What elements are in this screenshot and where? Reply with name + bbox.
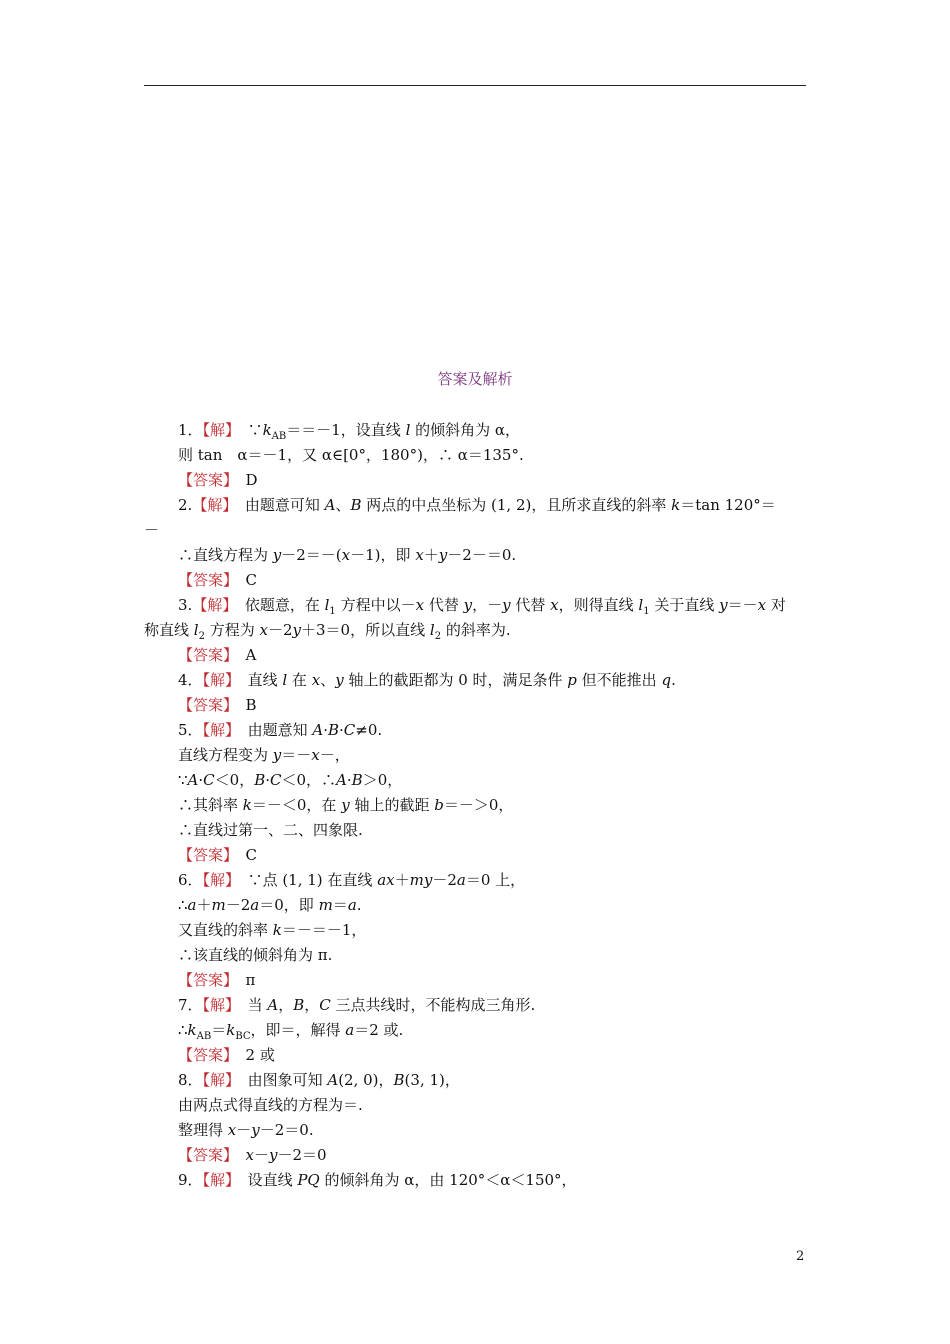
text-run: －	[236, 1121, 252, 1139]
text-run: 直线方程变为	[178, 746, 273, 764]
math-subscript: 1	[329, 606, 336, 617]
text-run: 两点的中点坐标为 (1, 2)，且所求直线的斜率	[361, 496, 672, 514]
math-variable: k	[242, 796, 252, 814]
math-variable: y	[341, 796, 350, 814]
math-variable: B	[393, 1071, 405, 1089]
solution-line	[178, 421, 520, 446]
text-run: ·	[323, 721, 328, 739]
math-variable: a	[456, 871, 466, 889]
text-run: 的斜率为.	[441, 621, 511, 639]
math-variable: m	[318, 896, 333, 914]
math-variable: x	[227, 1121, 237, 1139]
solution-line	[178, 1046, 275, 1064]
label-tag: 【答案】	[178, 1146, 231, 1164]
text-run: 依题意，在	[229, 596, 325, 614]
text-run: ·	[339, 721, 344, 739]
math-variable: a	[345, 1021, 355, 1039]
solution-line	[178, 946, 332, 964]
math-variable: y	[272, 546, 282, 564]
text-run: 由图象可知	[232, 1071, 328, 1089]
text-run: D	[230, 471, 258, 489]
text-run: ∵	[178, 771, 188, 789]
label-tag: 【解】	[202, 996, 233, 1014]
math-variable: A	[187, 771, 199, 789]
text-run: 对	[766, 596, 786, 614]
label-tag: 【答案】	[178, 846, 231, 864]
solution-line	[178, 721, 382, 739]
math-variable: y	[292, 621, 302, 639]
text-run: ＝－＝－1，	[281, 921, 367, 939]
solution-line	[178, 446, 524, 464]
text-run: 8．	[178, 1071, 203, 1089]
text-run: 由题意知	[232, 721, 313, 739]
math-variable: x	[415, 546, 424, 564]
math-variable: b	[434, 796, 444, 814]
math-variable: l	[193, 621, 199, 639]
solution-line	[178, 971, 255, 989]
math-variable: l	[282, 671, 288, 689]
math-variable: y	[438, 546, 448, 564]
text-run: A	[230, 646, 257, 664]
text-run: －2	[432, 871, 457, 889]
text-run: ≠0.	[355, 721, 383, 739]
label-tag: 【解】	[202, 1071, 233, 1089]
text-run: 、	[320, 671, 336, 689]
text-run: 又直线的斜率	[178, 921, 273, 939]
text-run: 方程为	[204, 621, 260, 639]
math-variable: k	[226, 1021, 236, 1039]
solution-line	[178, 671, 676, 689]
text-run: .	[356, 896, 362, 914]
text-run	[231, 1146, 246, 1164]
math-variable: x	[550, 596, 559, 614]
math-variable: A	[267, 996, 279, 1014]
text-run: 设直线	[232, 1171, 298, 1189]
text-run: 则 tan α＝－1，又 α∈[0°，180°)，∴ α＝135°.	[178, 446, 524, 464]
text-run: ∴	[178, 896, 188, 914]
text-run: ＋	[196, 896, 212, 914]
text-run: ＞0，	[362, 771, 403, 789]
math-variable: l	[405, 421, 411, 439]
text-run: 、	[335, 496, 351, 514]
text-run: 整理得	[178, 1121, 228, 1139]
text-run: ＝tan 120°＝	[680, 496, 776, 514]
text-run: 3.	[178, 596, 193, 614]
page-title: 答案及解析	[437, 370, 513, 388]
solution-line	[178, 496, 776, 514]
text-run: ＝	[332, 896, 348, 914]
text-run: (2, 0)，	[338, 1071, 394, 1089]
math-variable: a	[347, 896, 357, 914]
text-run: ，即＝，解得	[250, 1021, 346, 1039]
solution-line	[178, 771, 402, 789]
math-variable: A	[336, 771, 347, 789]
solution-line	[178, 821, 363, 839]
math-variable: B	[350, 496, 362, 514]
text-run: －2＝－(	[281, 546, 342, 564]
text-run: ，	[304, 996, 320, 1014]
text-run: 称直线	[144, 621, 194, 639]
text-run: 6．	[178, 871, 203, 889]
text-run: ·	[198, 771, 204, 789]
label-tag: 【解】	[202, 871, 233, 889]
math-variable: y	[272, 746, 282, 764]
solution-line	[178, 796, 513, 814]
text-run: ＝－＜0，在	[251, 796, 342, 814]
text-run: 2.	[178, 496, 193, 514]
math-variable: y	[269, 1146, 278, 1164]
solution-line	[178, 1171, 577, 1189]
label-tag: 【答案】	[178, 1046, 231, 1064]
label-tag: 【答案】	[178, 971, 231, 989]
math-subscript: BC	[235, 1031, 251, 1042]
text-run: 三点共线时，不能构成三角形.	[330, 996, 536, 1014]
math-variable: B	[254, 771, 266, 789]
math-variable: m	[211, 896, 226, 914]
text-run: －2＝0.	[259, 1121, 314, 1139]
label-tag: 【解】	[202, 721, 233, 739]
math-variable: A	[327, 1071, 339, 1089]
text-run: ∵点 (1, 1) 在直线	[232, 871, 378, 889]
solution-line	[178, 1121, 314, 1139]
math-variable: a	[250, 896, 260, 914]
text-run: －2＝0	[277, 1146, 327, 1164]
text-run: .	[671, 671, 676, 689]
text-run: ·	[265, 771, 271, 789]
text-run: 直线	[232, 671, 283, 689]
solution-line	[178, 996, 535, 1014]
math-variable: B	[327, 721, 339, 739]
math-variable: x	[259, 621, 268, 639]
math-variable: A	[312, 721, 324, 739]
text-run: ∴该直线的倾斜角为 π.	[178, 946, 333, 964]
text-run: ＝－＞0，	[443, 796, 514, 814]
text-run: 关于直线	[649, 596, 720, 614]
math-variable: k	[262, 421, 272, 439]
solution-line	[144, 521, 159, 539]
text-run: 方程中以－	[335, 596, 416, 614]
label-tag: 【解】	[202, 1171, 233, 1189]
text-run: ∴直线过第一、二、四象限.	[178, 821, 363, 839]
math-variable: x	[311, 671, 321, 689]
math-subscript: 2	[434, 631, 442, 642]
text-run: 4．	[178, 671, 203, 689]
solution-line	[178, 1021, 403, 1046]
math-variable: p	[567, 671, 577, 689]
text-run: 由两点式得直线的方程为＝.	[178, 1096, 363, 1114]
text-run: ＝	[211, 1021, 227, 1039]
math-subscript: 2	[198, 631, 205, 642]
text-run: ，	[278, 996, 294, 1014]
text-run: 但不能推出	[576, 671, 662, 689]
solution-line	[178, 871, 525, 889]
math-variable: y	[502, 596, 511, 614]
text-run: ＋3＝0，所以直线	[301, 621, 430, 639]
text-run: B	[230, 696, 257, 714]
text-run: ＜0，∴	[281, 771, 337, 789]
text-run: 轴上的截距	[349, 796, 435, 814]
math-variable: y	[251, 1121, 260, 1139]
math-variable: k	[272, 921, 282, 939]
text-run: (3, 1)，	[404, 1071, 460, 1089]
label-tag: 【解】	[202, 671, 233, 689]
header-rule	[144, 85, 806, 86]
math-variable: y	[719, 596, 728, 614]
math-variable: k	[187, 1021, 197, 1039]
math-variable: PQ	[297, 1171, 320, 1189]
text-run: ＋	[394, 871, 410, 889]
text-run: 由题意可知	[229, 496, 325, 514]
solution-line	[178, 471, 258, 489]
label-tag: 【答案】	[178, 646, 231, 664]
text-run: 当	[232, 996, 268, 1014]
label-tag: 【解】	[192, 596, 230, 614]
solution-line	[178, 696, 257, 714]
text-run: ＝0 上，	[465, 871, 526, 889]
math-variable: C	[319, 996, 331, 1014]
math-variable: y	[335, 671, 344, 689]
math-variable: A	[324, 496, 336, 514]
text-run: 代替	[424, 596, 464, 614]
math-variable: my	[409, 871, 433, 889]
text-run: －1)，即	[350, 546, 416, 564]
text-run: ，－	[472, 596, 503, 614]
text-run: 1．	[178, 421, 203, 439]
text-run: 7．	[178, 996, 203, 1014]
solution-line	[178, 546, 516, 564]
math-variable: C	[270, 771, 282, 789]
math-variable: B	[293, 996, 305, 1014]
solution-line	[178, 896, 362, 914]
text-run: －2－＝0.	[447, 546, 517, 564]
text-run: ＝2 或.	[354, 1021, 404, 1039]
label-tag: 【解】	[192, 496, 230, 514]
label-tag: 【答案】	[178, 471, 231, 489]
text-run: ∵	[232, 421, 263, 439]
math-variable: x	[245, 1146, 254, 1164]
text-run: ＜0，	[214, 771, 255, 789]
text-run: ＝－	[281, 746, 312, 764]
text-run: －，	[319, 746, 350, 764]
math-subscript: AB	[196, 1031, 212, 1042]
text-run: C	[230, 571, 257, 589]
label-tag: 【答案】	[178, 696, 231, 714]
solution-line	[178, 646, 256, 664]
solution-line	[178, 1096, 363, 1114]
math-variable: ax	[377, 871, 395, 889]
math-variable: C	[203, 771, 215, 789]
math-variable: l	[638, 596, 644, 614]
text-run: －	[254, 1146, 270, 1164]
text-run: ＝＝－1，设直线	[286, 421, 406, 439]
text-run: π	[230, 971, 256, 989]
math-variable: a	[187, 896, 197, 914]
solution-line	[178, 596, 786, 621]
text-run: 的倾斜角为 α，由 120°＜α＜150°，	[319, 1171, 577, 1189]
text-run: 9．	[178, 1171, 203, 1189]
text-run: ＋	[423, 546, 439, 564]
label-tag: 【解】	[202, 421, 233, 439]
math-variable: x	[311, 746, 320, 764]
math-variable: B	[351, 771, 363, 789]
solution-line	[178, 1146, 327, 1164]
math-subscript: AB	[271, 431, 287, 442]
math-variable: l	[429, 621, 435, 639]
text-run: 在	[287, 671, 312, 689]
solution-line	[144, 621, 511, 646]
text-run: ＝－	[727, 596, 758, 614]
text-run: 轴上的截距都为 0 时，满足条件	[343, 671, 568, 689]
text-run: 5．	[178, 721, 203, 739]
text-run: 2 或	[230, 1046, 275, 1064]
text-run: －2	[267, 621, 293, 639]
text-run: －	[144, 521, 160, 539]
text-run: ∴直线方程为	[178, 546, 273, 564]
math-subscript: 1	[643, 606, 650, 617]
page-number: 2	[796, 1249, 805, 1264]
math-variable: x	[415, 596, 425, 614]
text-run: 的倾斜角为 α，	[410, 421, 521, 439]
math-variable: x	[341, 546, 351, 564]
text-run: ·	[346, 771, 352, 789]
math-variable: C	[343, 721, 356, 739]
solution-line	[178, 921, 366, 939]
solution-line	[178, 1071, 460, 1089]
math-variable: l	[324, 596, 330, 614]
solution-line	[178, 746, 350, 764]
text-run: ＝0，即	[259, 896, 319, 914]
text-run: ∴	[178, 1021, 188, 1039]
solution-line	[178, 571, 257, 589]
text-run: 代替	[510, 596, 551, 614]
math-variable: y	[463, 596, 473, 614]
math-variable: x	[757, 596, 767, 614]
solution-line	[178, 846, 257, 864]
text-run: C	[230, 846, 257, 864]
math-variable: k	[671, 496, 681, 514]
math-variable: q	[661, 671, 672, 689]
label-tag: 【答案】	[178, 571, 231, 589]
text-run: ，则得直线	[558, 596, 639, 614]
text-run: ∴其斜率	[178, 796, 243, 814]
text-run: －2	[225, 896, 251, 914]
